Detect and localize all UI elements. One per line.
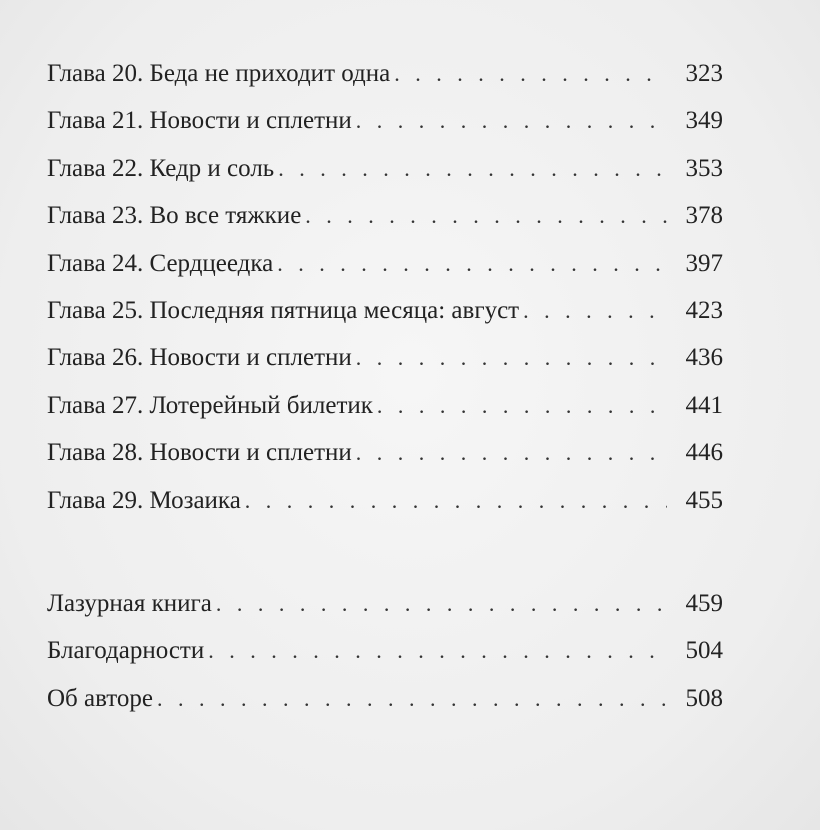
toc-entry-chapter-20 bbox=[47, 50, 723, 97]
toc-entry-chapter-25 bbox=[47, 287, 723, 334]
toc-entry-title: Лазурная книга bbox=[47, 589, 212, 617]
toc-entry-chapter-29 bbox=[47, 477, 723, 524]
dot-leader bbox=[216, 580, 667, 627]
toc-entry-page: 504 bbox=[685, 637, 723, 665]
toc-entry-chapter-23 bbox=[47, 192, 723, 239]
dot-leader bbox=[394, 50, 667, 97]
toc-entry-title: Глава 24. Сердцеедка bbox=[47, 249, 274, 277]
toc-entry-title: Глава 25. Последняя пятница месяца: август bbox=[47, 296, 520, 324]
toc-entry-chapter-21 bbox=[47, 97, 723, 144]
toc-entry-page: 441 bbox=[685, 391, 723, 419]
toc-entry-page: 378 bbox=[685, 202, 723, 230]
dot-leader bbox=[356, 429, 667, 476]
dot-leader bbox=[356, 334, 667, 381]
toc-entry-title: Благодарности bbox=[47, 637, 205, 665]
toc-entry-title: Глава 22. Кедр и соль bbox=[47, 154, 275, 182]
dot-leader bbox=[277, 240, 667, 287]
toc-entry-chapter-27 bbox=[47, 382, 723, 429]
section-spacer bbox=[47, 524, 723, 580]
toc-entry-title: Глава 29. Мозаика bbox=[47, 486, 241, 514]
toc-entry-title: Глава 27. Лотерейный билетик bbox=[47, 391, 373, 419]
toc-entry-page: 455 bbox=[685, 486, 723, 514]
toc-entry-title: Глава 23. Во все тяжкие bbox=[47, 202, 302, 230]
toc-entry-acknowledgements bbox=[47, 627, 723, 674]
dot-leader bbox=[523, 287, 667, 334]
dot-leader bbox=[157, 675, 667, 722]
toc-entry-chapter-28 bbox=[47, 429, 723, 476]
toc-entry-title: Глава 21. Новости и сплетни bbox=[47, 107, 352, 135]
table-of-contents bbox=[47, 50, 723, 722]
toc-entry-chapter-26 bbox=[47, 334, 723, 381]
toc-entry-title: Глава 20. Беда не приходит одна bbox=[47, 60, 391, 87]
toc-entry-page: 508 bbox=[685, 684, 723, 712]
toc-entry-page: 397 bbox=[685, 249, 723, 277]
toc-entry-chapter-22 bbox=[47, 145, 723, 192]
toc-entry-azure-book bbox=[47, 580, 723, 627]
dot-leader bbox=[245, 477, 667, 524]
toc-entry-page: 423 bbox=[685, 296, 723, 324]
dot-leader bbox=[278, 145, 667, 192]
toc-entry-page: 323 bbox=[685, 60, 723, 87]
toc-entry-page: 459 bbox=[685, 589, 723, 617]
toc-entry-page: 353 bbox=[685, 154, 723, 182]
dot-leader bbox=[356, 97, 667, 144]
toc-entry-about-author bbox=[47, 675, 723, 722]
dot-leader bbox=[377, 382, 667, 429]
toc-entry-title: Глава 26. Новости и сплетни bbox=[47, 344, 352, 372]
dot-leader bbox=[208, 627, 667, 674]
toc-entry-page: 349 bbox=[685, 107, 723, 135]
dot-leader bbox=[305, 192, 667, 239]
toc-entry-title: Об авторе bbox=[47, 684, 153, 712]
toc-entry-title: Глава 28. Новости и сплетни bbox=[47, 439, 352, 467]
toc-entry-chapter-24 bbox=[47, 240, 723, 287]
toc-entry-page: 446 bbox=[685, 439, 723, 467]
toc-entry-page: 436 bbox=[685, 344, 723, 372]
